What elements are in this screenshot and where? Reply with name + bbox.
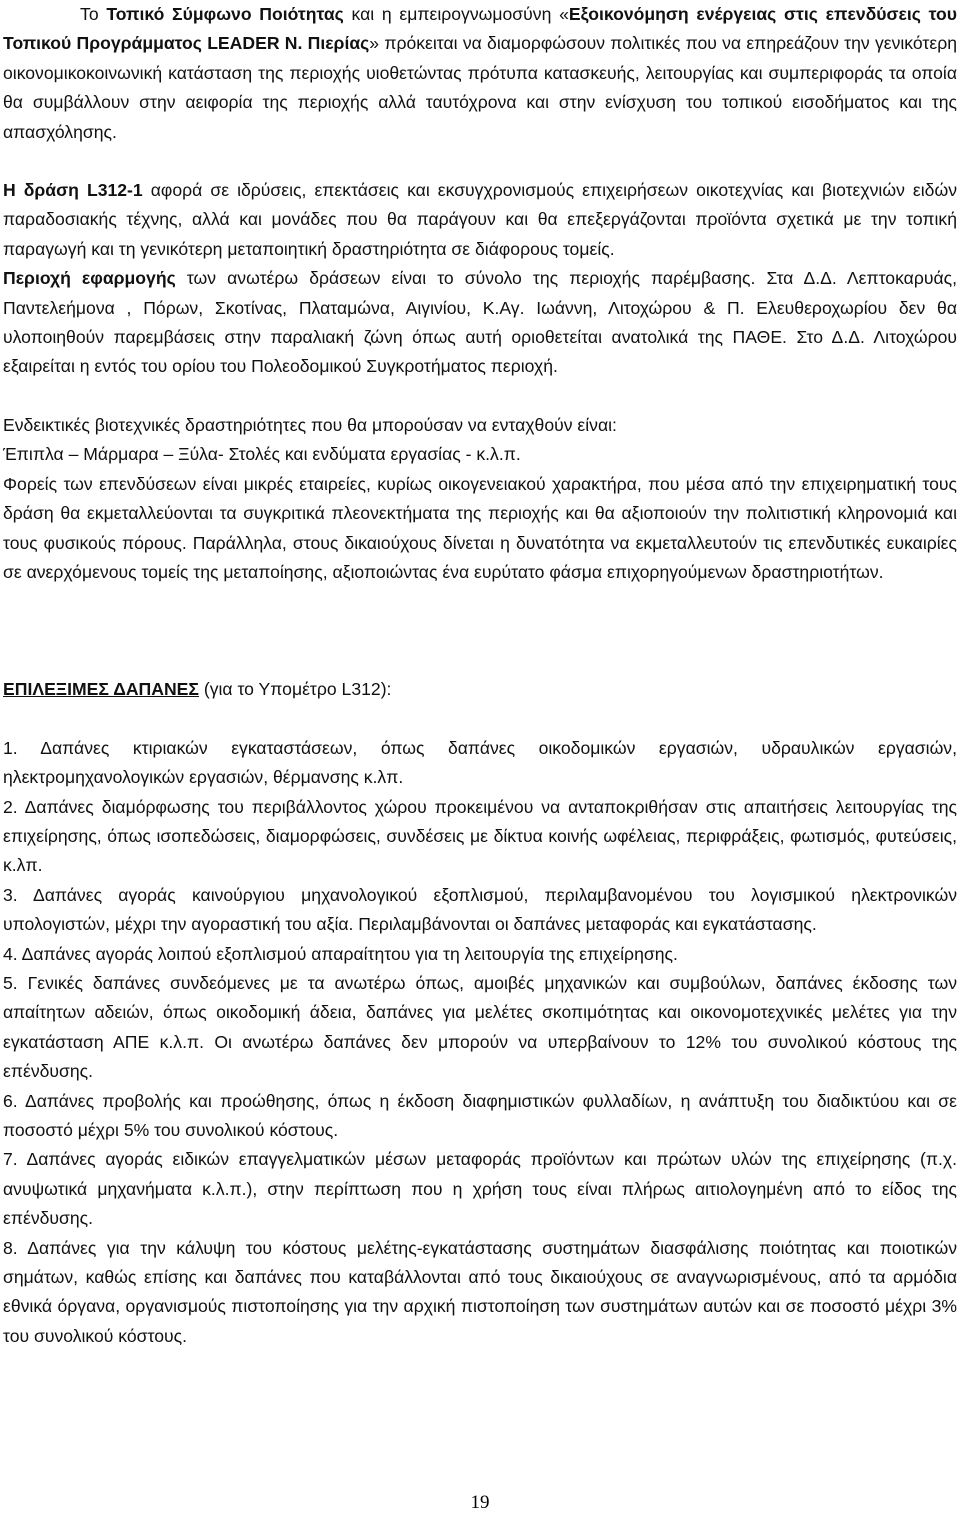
eligible-item-5: 5. Γενικές δαπάνες συνδεόμενες με τα ανωτέρω όπως, αμοιβές μηχανικών και συμβούλων, δαπάνες έκδοσης των απαίτητων αδειών, όπως οικοδομική άδεια, δαπάνες για μελέτες σκοπιμότητας και οικονομοτεχνικές μελέτες για την εγκατάσταση ΑΠΕ κ.λ.π. Οι ανωτέρω δαπάνες δεν μπορούν να υπερβαίνουν το 12% του συνολικού κόστους της επένδυσης. [3,972,957,1082]
indicative-line-2: Έπιπλα – Μάρμαρα – Ξύλα- Στολές και ενδύματα εργασίας - κ.λ.π. [3,444,521,465]
action-label: Η δράση L312-1 [3,180,143,201]
eligible-heading-title: ΕΠΙΛΕΞΙΜΕΣ ΔΑΠΑΝΕΣ [3,679,199,700]
action-paragraph [3,176,957,264]
spacer [3,382,957,411]
spacer [3,705,957,734]
page-number: 19 [470,1492,490,1513]
eligible-item-3: 3. Δαπάνες αγοράς καινούργιου μηχανολογικού εξοπλισμού, περιλαμβανομένου του λογισμικού ηλεκτρονικών υπολογιστών, μέχρι την αγοραστική του αξία. Περιλαμβάνονται οι δαπάνες μεταφοράς και εγκατάστασης. [3,884,957,935]
area-paragraph [3,264,957,382]
action-text: αφορά σε ιδρύσεις, επεκτάσεις και εκσυγχρονισμούς επιχειρήσεων οικοτεχνίας και βιοτεχνιών ειδών παραδοσιακής τέχνης, αλλά και μονάδες που θα παράγουν και θα επεξεργάζονται προϊόντα σχετικά με την τοπική παραγωγή και τη γενικότερη μεταποιητική δραστηριότητα σε διάφορους τομείς. [3,180,957,259]
area-text: των ανωτέρω δράσεων είναι το σύνολο της περιοχής παρέμβασης. Στα Δ.Δ. Λεπτοκαρυάς, Παντελεήμονα , Πόρων, Σκοτίνας, Πλαταμώνα, Αιγινίου, Κ.Αγ. Ιωάννη, Λιτοχώρου & Π. Ελευθεροχωρίου δεν θα υλοποιηθούν παρεμβάσεις στην παραλιακή ζώνη όπως αυτή οριοθετείται ανατολικά της ΠΑΘΕ. Στο Δ.Δ. Λιτοχώρου εξαιρείται η εντός του ορίου του Πολεοδομικού Συγκροτήματος περιοχή. [3,268,957,377]
eligible-item-1: 1. Δαπάνες κτιριακών εγκαταστάσεων, όπως δαπάνες οικοδομικών εργασιών, υδραυλικών εργασιών, ηλεκτρομηχανολογικών εργασιών, θέρμανσης κ.λπ. [3,737,957,788]
intro-text-e: » πρόκειται να διαμορφώσουν πολιτικές που να επηρεάζουν την γενικότερη οικονομικοκοινωνική κατάσταση της περιοχής υιοθετώντας πρότυπα κατασκευής, λειτουργίας και συμπεριφοράς τα οποία θα συμβάλλουν στην αειφορία της περιοχής αλλά ταυτόχρονα και στην ενίσχυση του τοπικού εισοδήματος και της απασχόλησης. [3,33,957,142]
eligible-item-8: 8. Δαπάνες για την κάλυψη του κόστους μελέτης-εγκατάστασης συστημάτων διασφάλισης ποιότητας και ποιοτικών σημάτων, καθώς επίσης και δαπάνες που καταβάλλονται από τους δικαιούχους σε αναγνωρισμένους, από τα αρμόδια εθνικά όργανα, οργανισμούς πιστοποίησης για την αρχική πιστοποίηση των συστημάτων αυτών και σε ποσοστό μέχρι 3% του συνολικού κόστους. [3,1237,957,1346]
eligible-item-4: 4. Δαπάνες αγοράς λοιπού εξοπλισμού απαραίτητου για τη λειτουργία της επιχείρησης. [3,943,678,964]
spacer [3,147,957,176]
eligible-item-7: 7. Δαπάνες αγοράς ειδικών επαγγελματικών μέσων μεταφοράς προϊόντων και πρώτων υλών της επιχείρησης (π.χ. ανυψωτικά μηχανήματα κ.λ.π.), στην περίπτωση που η χρήση τους είναι πλήρως αιτιολογημένη από το είδος της επένδυσης. [3,1149,957,1229]
eligible-item-6: 6. Δαπάνες προβολής και προώθησης, όπως η έκδοση διαφημιστικών φυλλαδίων, η ανάπτυξη του διαδικτύου και σε ποσοστό μέχρι 5% του συνολικού κόστους. [3,1090,957,1140]
intro-text-a: Το [80,4,107,24]
area-label: Περιοχή εφαρμογής [3,268,176,289]
eligible-heading [3,675,957,704]
spacer [3,587,957,675]
intro-text-c: και η εμπειρογνωμοσύνη « [343,4,569,24]
indicative-line-1: Ενδεικτικές βιοτεχνικές δραστηριότητες που θα μπορούσαν να ενταχθούν είναι: [3,414,617,435]
eligible-item-2: 2. Δαπάνες διαμόρφωσης του περιβάλλοντος χώρου προκειμένου να ανταποκριθήσαν στις απαιτήσεις λειτουργίας της επιχείρησης, όπως ισοπεδώσεις, διαμορφώσεις, συνδέσεις με δίκτυα κοινής ωφέλειας, περιφράξεις, φωτισμός, φυτεύσεις, κ.λπ. [3,796,957,876]
beneficiaries-paragraph: Φορείς των επενδύσεων είναι μικρές εταιρείες, κυρίως οικογενειακού χαρακτήρα, που μέσα από την επιχειρηματική τους δράση θα εκμεταλλεύονται τα συγκριτικά πλεονεκτήματα της περιοχής και θα αξιοποιούν την πολιτιστική κληρονομιά και τους φυσικούς πόρους. Παράλληλα, στους δικαιούχους δίνεται η δυνατότητα να εκμεταλλευτούν τις επενδυτικές ευκαιρίες σε ανερχόμενους τομείς της μεταποίησης, αξιοποιώντας ένα ευρύτατο φάσμα επιχορηγούμενων δραστηριοτήτων. [3,473,957,582]
intro-paragraph [3,0,957,147]
eligible-heading-suffix: (για το Υπομέτρο L312): [198,679,392,700]
intro-bold-title: Εξοικονόμηση ενέργειας στις επενδύσεις του Τοπικού Προγράμματος LEADER Ν. Πιερίας [3,4,957,54]
intro-bold-pact: Τοπικό Σύμφωνο Ποιότητας [106,4,344,24]
